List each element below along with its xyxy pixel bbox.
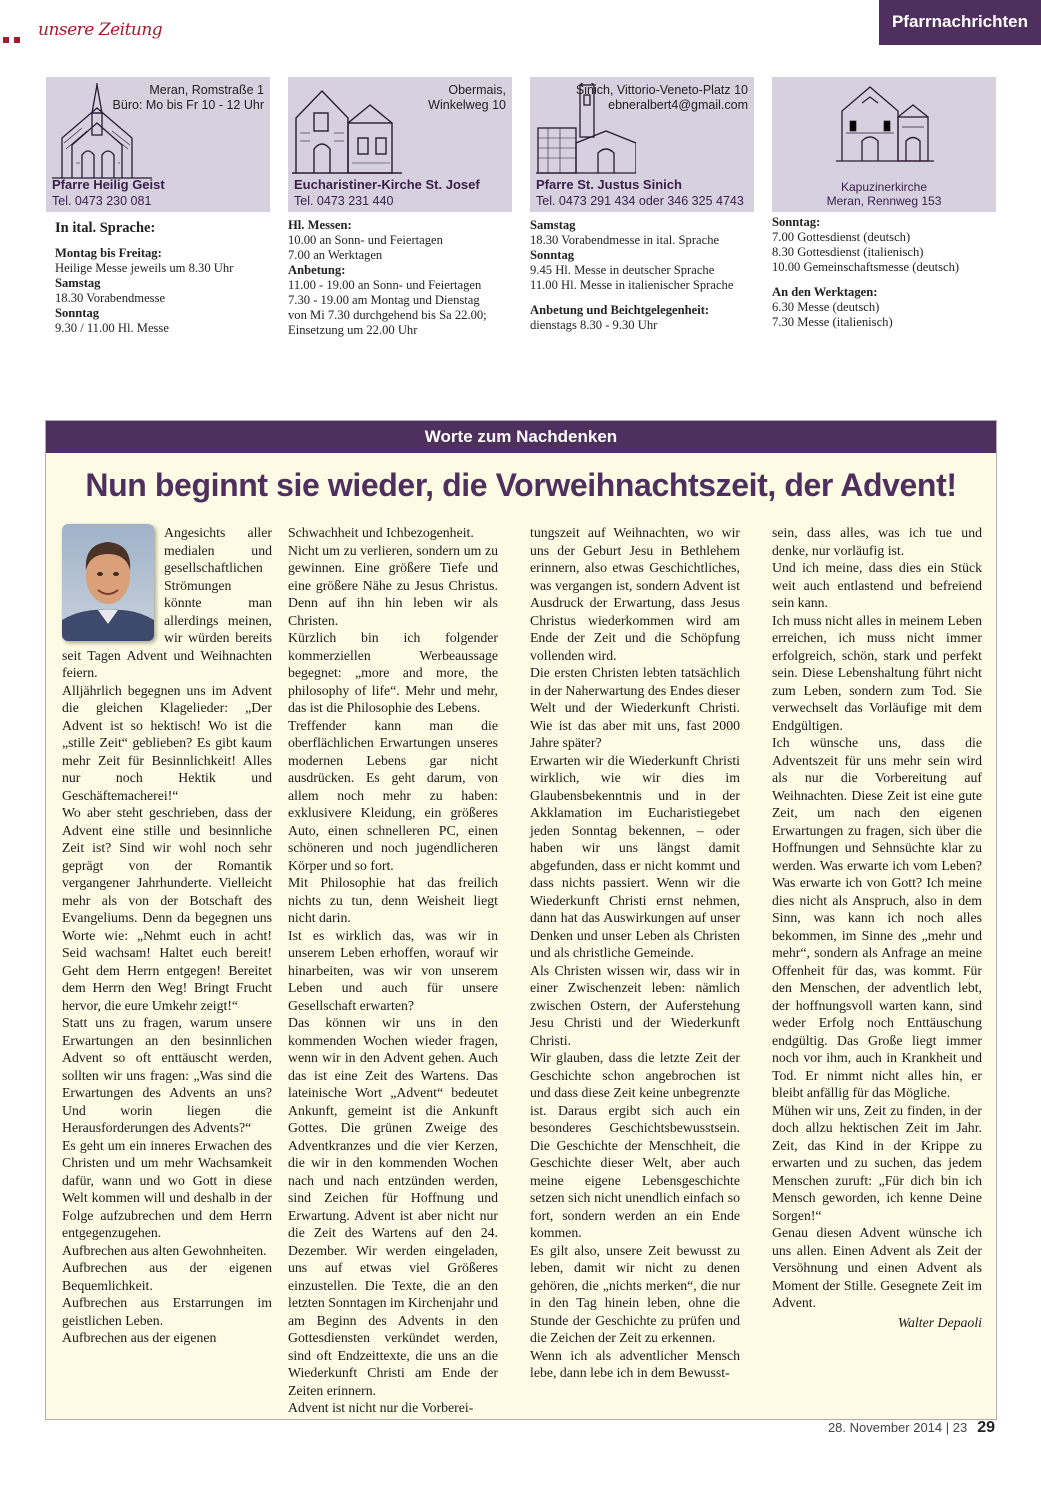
- church-address: Meran, Romstraße 1 Büro: Mo bis Fr 10 - 12 Uhr: [112, 83, 264, 112]
- page-footer: [828, 1419, 995, 1437]
- schedule-st-josef: Hl. Messen: 10.00 an Sonn- und Feiertagen 7.00 an Werktagen Anbetung: 11.00 - 19.00 an Sonn- und Feiertagen 7.30 - 19.00 am Montag und Dienstag von Mi 7.30 durchgehend bis Sa 22.00; Einsetzung um 22.00 Uhr: [288, 218, 487, 337]
- header-marker: [3, 30, 25, 48]
- article-headline: Nun beginnt sie wieder, die Vorweihnachtszeit, der Advent!: [85, 467, 957, 503]
- church-card-st-josef: [288, 77, 512, 212]
- schedule-heilig-geist: In ital. Sprache: Montag bis Freitag: Heilige Messe jeweils um 8.30 Uhr Samstag 18.30 Vorabendmesse Sonntag 9.30 / 11.00 Hl. Messe: [55, 220, 234, 335]
- page-number: 29: [977, 1419, 995, 1436]
- church-name: Pfarre Heilig Geist: [52, 177, 165, 192]
- church-name: Kapuzinerkirche: [840, 180, 928, 194]
- article-column-3: tungszeit auf Weihnachten, wo wir uns der Geburt Jesu in Bethlehem erinnern, also etwas Geschichtliches, was vergangen ist, sondern Advent ist Ausdruck der Erwartung, dass Jesus Christus wiederkommen wird am Ende der Zeit und die Schöpfung vollenden wird. Die ersten Christen lebten tatsächlich in der Naherwartung des Endes dieser Welt und der Wiederkunft Christi. Wie ist das aber mit uns, fast 2000 Jahre später? Erwarten wir die Wiederkunft Christi wirklich, wie wir dies im Glaubensbekenntnis und in der Akklamation im Eucharistiegebet jeden Sonntag bekennen, – oder haben wir uns längst damit abgefunden, dass er nicht kommt und dass nichts passiert. Wenn wir die Wiederkunft Christi ernst nehmen, dann hat das Auswirkungen auf unser Denken und unser Leben als Christen und als christliche Gemeinde. Als Christen wissen wir, dass wir in einer Zwischenzeit leben: nämlich zwischen Ostern, der Auferstehung Jesu Christi und der Wiederkunft Christi. Wir glauben, dass die letzte Zeit der Geschichte schon angebrochen ist und dass diese Zeit keine unbegrenzte ist. Daraus ergibt sich auch ein besonderes Geschichtsbewusstsein. Die Geschichte der Menschheit, die Geschichte dieser Welt, aber auch meine eigene Lebensgeschichte setzen sich nicht unendlich einfach so fort, sondern werden an ein Ende kommen. Es gilt also, unsere Zeit bewusst zu leben, damit wir nicht zu denen gehören, die „nichts merken“, die nur in den Tag hinein leben, ohne die Stunde der Geschichte zu prüfen und die Zeichen der Zeit zu erkennen. Wenn ich als adventlicher Mensch lebe, dann lebe ich in dem Bewusst-: [530, 525, 740, 1380]
- author-signature: Walter Depaoli: [897, 1314, 982, 1330]
- article-column-4: sein, dass alles, was ich tue und denke, nur vorläufig ist. Und ich meine, dass dies ein Stück weit auch entlastend und befreiend sein kann. Ich muss nicht alles in meinem Leben erreichen, ich muss nicht immer erfolgreich, schön, stark und perfekt sein. Diese Lebenshaltung führt nicht zum Leben, sondern zum Tod. Sie verwechselt das Vorläufige mit dem Endgültigen. Ich wünsche uns, dass die Adventszeit für uns mehr sein wird als nur die Vorbereitung auf Weihnachten. Diese Zeit ist eine gute Zeit, um nach den eigenen Erwartungen zu fragen, sich über die Hoffnungen und Sehnsüchte klar zu werden. Was erwarte ich vom Leben? Was erwarte ich von Gott? Ich meine dies nicht als Anspruch, also in dem Sinn, was kann ich noch alles bekommen, im Sinne des „mehr und mehr“, sondern als Anfrage an meine Offenheit für das, was kommt. Für den Menschen, der adventlich lebt, der hoffnungsvoll warten kann, sind weder Erfolg noch Enttäuschung endgültig. Das Große liegt immer noch vor ihm, auch in Krankheit und Tod. Er nimmt nicht alles hin, er bleibt anfällig für das Mögliche. Mühen wir uns, Zeit zu finden, in der doch allzu hektischen Zeit im Jahr. Zeit, das Kind in der Krippe zu erwarten und zu suchen, das jedem Menschen zuruft: „Für dich bin ich Mensch geworden, ich kenne Deine Sorgen!“ Genau diesen Advent wünsche ich uns allen. Einen Advent als Zeit der Versöhnung und einen Advent als Moment der Stille. Gesegnete Zeit im Advent. Walter Depaoli: [772, 525, 982, 1330]
- article-column-1: Angesichts aller medialen und gesellschaftlichen Strömungen könnte man allerdings meinen, wir würden bereits seit Tagen Advent und Weihnachten feiern. Alljährlich begegnen uns im Advent die gleichen Klagelieder: „Der Advent ist so hektisch! Wo ist die „stille Zeit“ geblieben? Es gibt kaum mehr Zeit für Besinnlichkeit! Alles nur noch Hektik und Geschäftemacherei!“ Wo aber steht geschrieben, dass der Advent eine stille und besinnliche Zeit ist? Sind wir wohl noch sehr geprägt von der Romantik vergangener Jahrhunderte. Vielleicht mehr als von der Botschaft des Evangeliums. Denn da begegnen uns Worte wie: „Nehmt euch in acht! Seid wachsam! Haltet euch bereit! Geht dem Herrn entgegen! Bereitet dem Herrn den Weg! Bringt Frucht hervor, die eure Umkehr zeigt!“ Statt uns zu fragen, warum unsere Erwartungen an den besinnlichen Advent so oft enttäuscht werden, sollten wir uns fragen: „Was sind die Erwartungen des Advents an uns? Und worin liegen die Herausforderungen des Advents?“ Es geht um ein inneres Erwachen des Christen und um mehr Wachsamkeit dafür, wann und wo Gott in diese Welt kommen will und deshalb in der Folge aufzubrechen und dem Herrn entgegenzugehen. Aufbrechen aus alten Gewohnheiten. Aufbrechen aus der eigenen Bequemlichkeit. Aufbrechen aus Erstarrungen im geistlichen Leben. Aufbrechen aus der eigenen: [62, 525, 272, 1345]
- church-phone: Tel. 0473 291 434 oder 346 325 4743: [536, 194, 744, 208]
- church-card-st-justus: [530, 77, 754, 212]
- church-illustration: [292, 83, 402, 175]
- article-column-2: Schwachheit und Ichbezogenheit. Nicht um zu verlieren, sondern um zu gewinnen. Eine größere Tiefe und eine größere Nähe zu Jesus Christus. Denn auf ihn hin leben wir als Christen. Kürzlich bin ich folgender kommerziellen Werbeaussage begegnet: „more and more, the philosophy of life“. Mehr und mehr, das ist die Philosophie des Lebens. Treffender kann man die oberflächlichen Erwartungen unseres modernen Lebens gar nicht ausdrücken. Es geht darum, von allem noch mehr zu haben: exklusivere Kleidung, ein größeres Auto, einen schnelleren PC, einen schöneren und noch jugendlicheren Körper und so fort. Mit Philosophie hat das freilich nichts zu tun, denn Weisheit liegt nicht darin. Ist es wirklich das, was wir in unserem Leben erhoffen, worauf wir hinarbeiten, was wir von unserem Leben und auch für unsere Gesellschaft erwarten? Das können wir uns in den kommenden Wochen wieder fragen, wenn wir in den Advent gehen. Auch das ist eine Zeit des Wartens. Das lateinische Wort „Advent“ bedeutet Ankunft, gemeint ist die Ankunft Gottes. Die grünen Zweige des Adventkranzes und die vier Kerzen, die wir in den kommenden Wochen nach und nach entzünden werden, sind Zeichen für Hoffnung und Erwartung. Advent ist aber nicht nur die Zeit des Wartens auf den 24. Dezember. Wir werden eingeladen, uns auf etwas viel Größeres einzustellen. Die Texte, die an den letzten Sonntagen im Kirchenjahr und am Beginn des Advents in den Gottesdiensten verkündet werden, sind oft Endzeittexte, die uns an die Wiederkunft Christi am Ende der Zeiten erinnern. Advent ist nicht nur die Vorberei-: [288, 525, 498, 1415]
- church-name: Pfarre St. Justus Sinich: [536, 177, 682, 192]
- issue-date: 28. November 2014 | 23: [827, 1420, 968, 1435]
- schedule-kapuziner: Sonntag: 7.00 Gottesdienst (deutsch) 8.30 Gottesdienst (italienisch) 10.00 Gemeinschaftsmesse (deutsch) An den Werktagen: 6.30 Messe (deutsch) 7.30 Messe (italienisch): [772, 215, 960, 329]
- church-address: Obermais, Winkelweg 10: [428, 83, 506, 112]
- church-address: Sinich, Vittorio-Veneto-Platz 10 ebneralbert4@gmail.com: [575, 83, 748, 112]
- schedule-st-justus: Samstag 18.30 Vorabendmesse in ital. Sprache Sonntag 9.45 Hl. Messe in deutscher Sprache 11.00 Hl. Messe in italienischer Sprache Anbetung und Beichtgelegenheit: dienstags 8.30 - 9.30 Uhr: [530, 218, 734, 332]
- church-address: Meran, Rennweg 153: [826, 194, 942, 208]
- author-photo: [62, 524, 154, 641]
- church-card-heilig-geist: [46, 77, 270, 212]
- author-portrait-image: [62, 524, 154, 641]
- section-label: Pfarrnachrichten: [879, 0, 1041, 45]
- church-name: Eucharistiner-Kirche St. Josef: [294, 177, 480, 192]
- article-section-banner: Worte zum Nachdenken: [46, 421, 996, 453]
- church-phone: Tel. 0473 231 440: [294, 194, 394, 208]
- article-box: [45, 420, 997, 1420]
- publication-logo: unsere Zeitung: [38, 20, 163, 40]
- church-illustration: [836, 83, 934, 163]
- church-phone: Tel. 0473 230 081: [52, 194, 152, 208]
- church-card-kapuziner: [772, 77, 996, 212]
